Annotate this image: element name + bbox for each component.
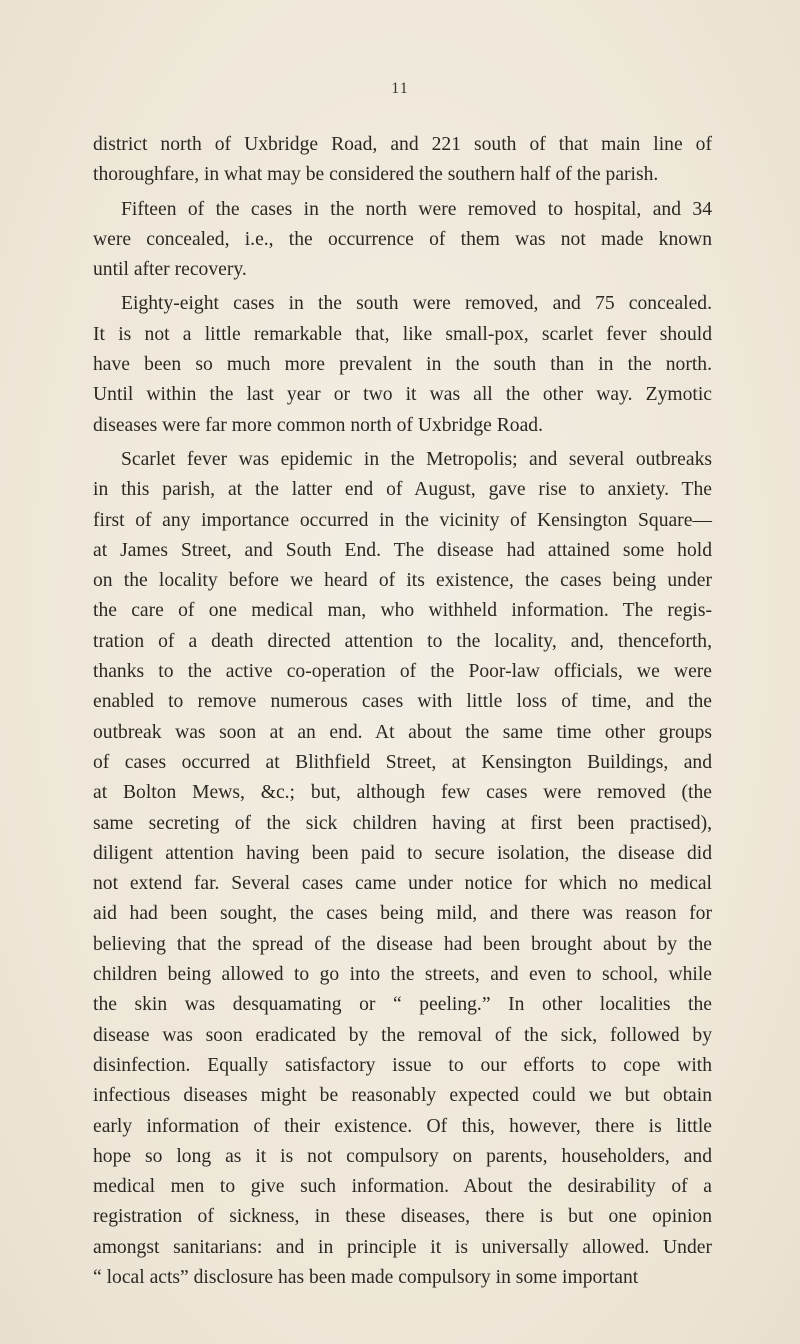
text-line: thoroughfare, in what may be considered the southern half of the parish. bbox=[93, 164, 659, 186]
text-line: district north of Uxbridge Road, and 221 south of that main line of bbox=[93, 134, 712, 155]
text-line: not extend far. Several cases came under notice for which no medical bbox=[93, 873, 712, 895]
text-line: of cases occurred at Blithfield Street, at Kensington Buildings, and bbox=[93, 751, 712, 773]
text-line: on the locality before we heard of its existence, the cases being under bbox=[93, 570, 712, 592]
paragraph bbox=[93, 195, 712, 286]
text-line: Eighty-eight cases in the south were removed, and 75 concealed. bbox=[121, 293, 712, 315]
text-line: “ local acts” disclosure has been made compulsory in some important bbox=[93, 1266, 639, 1288]
text-line: the care of one medical man, who withheld information. The regis- bbox=[93, 600, 712, 622]
text-line: enabled to remove numerous cases with little loss of time, and the bbox=[93, 691, 712, 713]
paragraph bbox=[93, 445, 712, 1293]
text-line: the skin was desquamating or “ peeling.” In other localities the bbox=[93, 994, 712, 1016]
text-line: believing that the spread of the disease had been brought about by the bbox=[93, 933, 712, 955]
text-line: diseases were far more common north of Uxbridge Road. bbox=[93, 414, 543, 436]
text-line: in this parish, at the latter end of August, gave rise to anxiety. The bbox=[93, 479, 712, 501]
text-line: children being allowed to go into the streets, and even to school, while bbox=[93, 964, 712, 986]
text-line: outbreak was soon at an end. At about the same time other groups bbox=[93, 721, 712, 743]
text-line: at Bolton Mews, &c.; but, although few cases were removed (the bbox=[93, 782, 712, 804]
text-line: Fifteen of the cases in the north were removed to hospital, and 34 bbox=[121, 198, 712, 220]
text-line: at James Street, and South End. The disease had attained some hold bbox=[93, 539, 712, 561]
text-line: until after recovery. bbox=[93, 259, 247, 281]
page-number: 11 bbox=[391, 80, 409, 97]
text-line: medical men to give such information. About the desirability of a bbox=[93, 1176, 712, 1198]
paragraph bbox=[93, 130, 712, 191]
text-line: early information of their existence. Of this, however, there is little bbox=[93, 1115, 712, 1137]
text-line: have been so much more prevalent in the south than in the north. bbox=[93, 354, 712, 376]
text-line: Scarlet fever was epidemic in the Metropolis; and several outbreaks bbox=[121, 448, 712, 470]
text-line: infectious diseases might be reasonably expected could we but obtain bbox=[93, 1085, 712, 1107]
text-line: thanks to the active co-operation of the Poor-law officials, we were bbox=[93, 661, 712, 683]
text-line: amongst sanitarians: and in principle it is universally allowed. Under bbox=[93, 1236, 712, 1258]
text-line: registration of sickness, in these diseases, there is but one opinion bbox=[93, 1206, 712, 1228]
text-line: were concealed, i.e., the occurrence of them was not made known bbox=[93, 228, 712, 250]
text-line: aid had been sought, the cases being mild, and there was reason for bbox=[93, 903, 712, 925]
text-line: Until within the last year or two it was all the other way. Zymotic bbox=[93, 384, 712, 406]
text-line: first of any importance occurred in the vicinity of Kensington Square— bbox=[93, 509, 712, 531]
body-text bbox=[93, 130, 712, 1293]
text-line: disease was soon eradicated by the removal of the sick, followed by bbox=[93, 1024, 712, 1046]
text-line: same secreting of the sick children having at first been practised), bbox=[93, 812, 712, 834]
text-line: disinfection. Equally satisfactory issue to our efforts to cope with bbox=[93, 1054, 712, 1076]
text-line: diligent attention having been paid to secure isolation, the disease did bbox=[93, 842, 712, 864]
text-line: tration of a death directed attention to the locality, and, thenceforth, bbox=[93, 630, 712, 652]
text-line: hope so long as it is not compulsory on parents, householders, and bbox=[93, 1145, 712, 1167]
paragraph bbox=[93, 289, 712, 440]
text-line: It is not a little remarkable that, like small-pox, scarlet fever should bbox=[93, 323, 712, 345]
